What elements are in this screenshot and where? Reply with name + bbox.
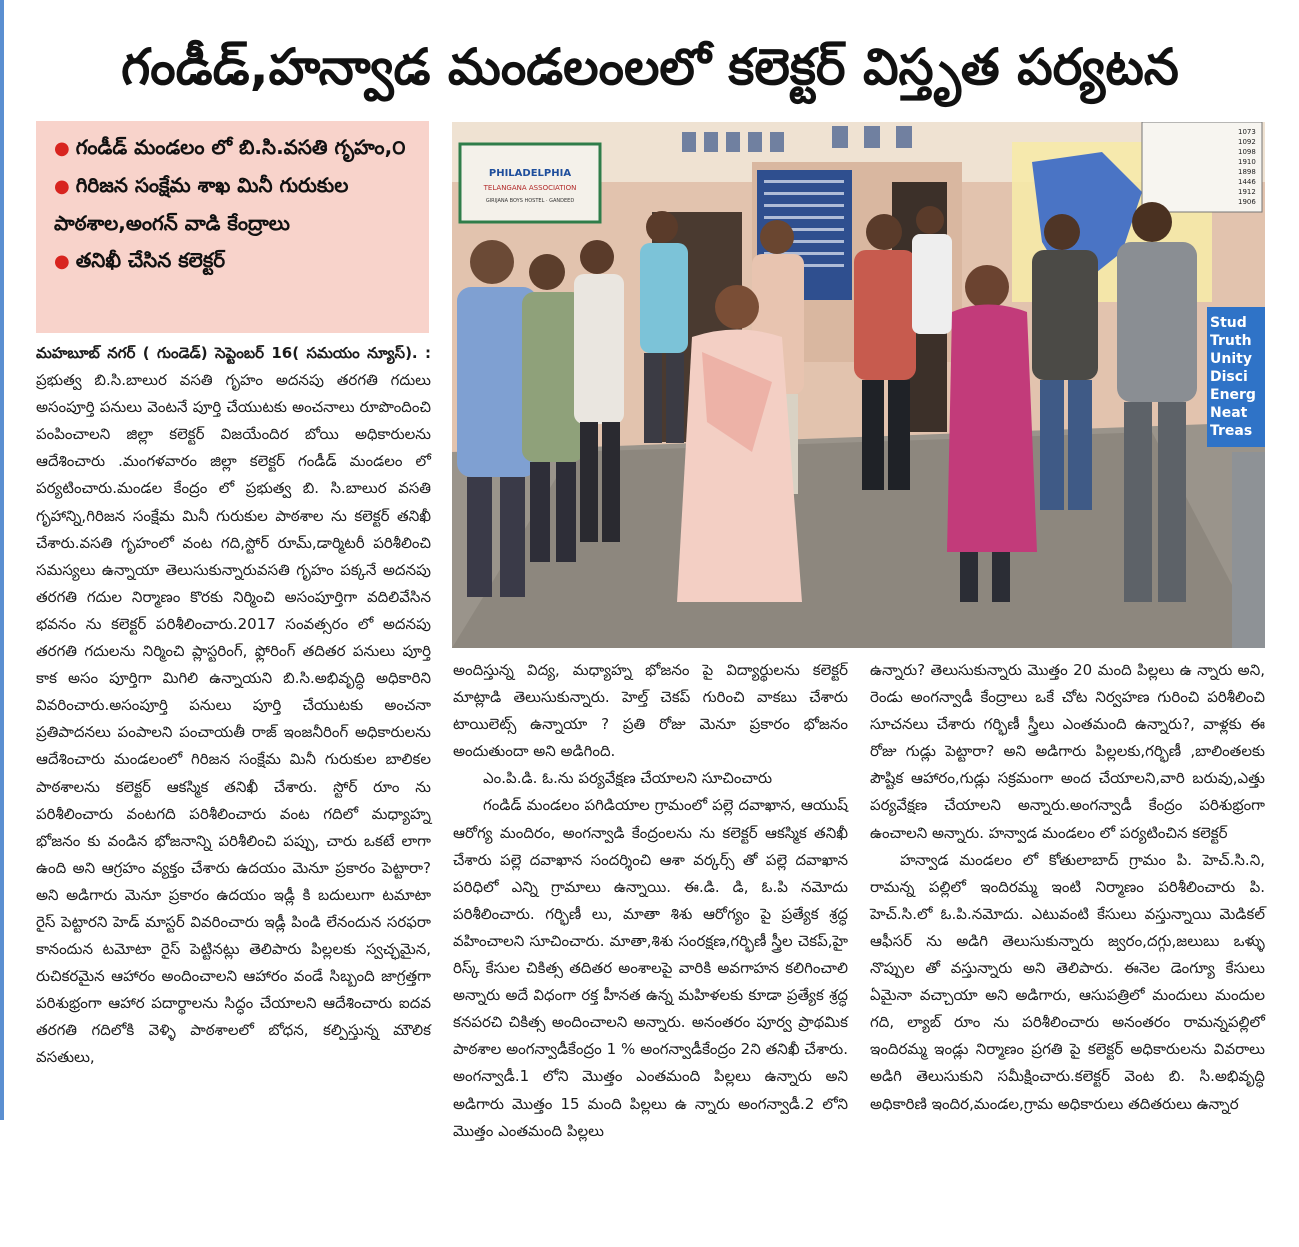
article-paragraph: ఉన్నారు? తెలుసుకున్నారు మొత్తం 20 మంది పిల్లలు ఉ న్నారు అని, రెండు అంగన్వాడీ కేంద్రాలు ఒకే చోట నిర్వహణ గురించి పరిశీలించి సూచనలు చేశారు గర్భిణీ స్త్రీలు ఎంతమంది ఉన్నారు?, వాళ్లకు ఈ రోజు గుడ్లు పెట్టారా? అని అడిగారు పిల్లలకు,గర్భిణీ ,బాలింతలకు పౌష్టిక ఆహారం,గుడ్లు సక్రమంగా అంద చేయాలని,వారి బరువు,ఎత్తు పర్యవేక్షణ చేయాలని అన్నారు.అంగన్వాడీ కేంద్రం పరిశుభ్రంగా ఉంచాలని అన్నారు. హన్వాడ మండలం లో పర్యటించిన కలెక్టర్ <box>870 661 1265 842</box>
highlight-item-3 <box>54 242 415 280</box>
highlight-item-1 <box>54 129 415 167</box>
article-column-2 <box>453 657 848 1145</box>
chart-number: 1912 <box>1238 188 1256 196</box>
banner-text-2: TELANGANA ASSOCIATION <box>483 184 577 192</box>
highlight-item-2 <box>54 167 415 242</box>
banner-text-1: PHILADELPHIA <box>488 168 572 179</box>
left-margin-rule <box>0 0 4 1120</box>
wall-word: Unity <box>1210 351 1252 367</box>
wall-word: Stud <box>1210 315 1247 331</box>
wall-word: Energ <box>1210 387 1256 403</box>
bullet-dot-icon: ● <box>54 176 70 197</box>
headline: గండీడ్,హన్వాడ మండలంలలో కలెక్టర్ విస్తృత పర్యటన <box>121 38 1179 96</box>
highlight-text-1: గండీడ్ మండలం లో బి.సి.వసతి గృహం,౦ <box>75 135 406 159</box>
article-paragraph: అందిస్తున్న విద్య, మధ్యాహ్న భోజనం పై విద్యార్థులను కలెక్టర్ మాట్లాడి తెలుసుకున్నారు. హెల్త్ చెకప్ గురించి వాకబు చేశారు టాయిలెట్స్ ఉన్నాయా ? ప్రతి రోజు మెనూ ప్రకారం భోజనం అందుతుందా అని అడిగింది. <box>453 661 848 761</box>
wall-word: Truth <box>1210 333 1252 349</box>
chart-number: 1073 <box>1238 128 1256 136</box>
wall-word: Treas <box>1210 423 1253 439</box>
chart-number: 1898 <box>1238 168 1256 176</box>
photo-illustration <box>452 122 1265 648</box>
banner-text-3: GIRIJANA BOYS HOSTEL · GANDEED <box>485 198 575 204</box>
wall-word: Disci <box>1210 369 1248 385</box>
chart-number: 1910 <box>1238 158 1256 166</box>
news-photo <box>452 122 1265 648</box>
article-dateline: మహబూబ్ నగర్ ( గుండెడ్) సెప్టెంబర్ 16( సమయం న్యూస్). : <box>36 344 431 362</box>
chart-number: 1446 <box>1238 178 1256 186</box>
bullet-dot-icon: ● <box>54 251 70 272</box>
article-column-3 <box>870 657 1265 1118</box>
article-paragraph: ఎం.పి.డి. ఓ.ను పర్యవేక్షణ చేయాలని సూచించారు <box>483 769 773 788</box>
article-column-1 <box>36 340 431 1072</box>
highlight-text-2: గిరిజన సంక్షేమ శాఖ మినీ గురుకుల పాఠశాల,అంగన్ వాడి కేంద్రాలు <box>54 173 349 235</box>
chart-number: 1098 <box>1238 148 1256 156</box>
highlights-box <box>36 121 429 333</box>
wall-word: Neat <box>1210 405 1248 421</box>
chart-number: 1906 <box>1238 198 1256 206</box>
highlight-text-3: తనిఖీ చేసిన కలెక్టర్ <box>75 248 226 272</box>
article-paragraph: హన్వాడ మండలం లో కోతులాబాద్ గ్రామం పి. హెచ్.సి.ని, రామన్న పల్లిలో ఇందిరమ్మ ఇంటి నిర్మాణం పరిశీలించారు పి. హెచ్.సి.లో ఓ.పి.నమోదు. ఎటువంటి కేసులు వస్తున్నాయి మెడికల్ ఆఫీసర్ ను అడిగి తెలుసుకున్నారు జ్వరం,దగ్గు,జలుబు ఒళ్ళు నొప్పుల తో వస్తున్నారు అని తెలిపారు. ఈనెల డెంగ్యూ కేసులు ఏమైనా వచ్చాయా అని అడిగారు, ఆసుపత్రిలో మందులు మందుల గది, ల్యాబ్ రూం ను పరిశీలించారు అనంతరం రామన్నపల్లిలో ఇందిరమ్మ ఇండ్లు నిర్మాణం ప్రగతి పై కలెక్టర్ అధికారులను వివరాలు అడిగి తెలుసుకుని సమీక్షించారు.కలెక్టర్ వెంట బి. సి.అభివృద్ధి అధికారిణి ఇందిర,మండల,గ్రామ అధికారులు తదితరులు ఉన్నార <box>870 850 1265 1113</box>
bullet-dot-icon: ● <box>54 138 70 159</box>
chart-number: 1092 <box>1238 138 1256 146</box>
article-paragraph: గండిడ్ మండలం పగిడియాల గ్రామంలో పల్లె దవాఖాన, ఆయుష్ ఆరోగ్య మందిరం, అంగన్వాడి కేంద్రంలను ను కలెక్టర్ ఆకస్మిక తనిఖీ చేశారు పల్లె దవాఖాన సందర్శించి ఆశా వర్కర్స్ తో పల్లె దవాఖాన పరిధిలో ఎన్ని గ్రామాలు ఉన్నాయి. ఈ.డి. డి, ఓ.పి నమోదు పరిశీలించారు. గర్భిణీ లు, మాతా శిశు ఆరోగ్యం పై ప్రత్యేక శ్రద్ధ వహించాలని సూచించారు. మాతా,శిశు సంరక్షణ,గర్భిణీ స్త్రీల చెకప్,హై రిస్క్ కేసుల చికిత్స తదితర అంశాలపై వారికి అవగాహన కలిగించాలి అన్నారు అదే విధంగా రక్త హీనత ఉన్న మహిళలకు కూడా ప్రత్యేక శ్రద్ధ కనపరచి చికిత్స అందించాలని అన్నారు. అనంతరం పూర్వ ప్రాథమిక పాఠశాల అంగన్వాడీకేంద్రం 1 % అంగన్వాడీకేంద్రం 2ని తనిఖీ చేశారు. అంగన్వాడీ.1 లోని మొత్తం ఎంతమంది పిల్లలు ఉన్నారు అని అడిగారు మొత్తం 15 మంది పిల్లలు ఉ న్నారు అంగన్వాడీ.2 లోని మొత్తం ఎంతమంది పిల్లలు <box>453 796 848 1140</box>
article-text: ప్రభుత్వ బి.సి.బాలుర వసతి గృహం అదనపు తరగతి గదులు అసంపూర్తి పనులు వెంటనే పూర్తి చేయుటకు అంచనాలు రూపొందించి పంపించాలని జిల్లా కలెక్టర్ విజయేందిర బోయి అధికారులను ఆదేశించారు .మంగళవారం జిల్లా కలెక్టర్ గండీడ్ మండలం లో పర్యటించారు.మండల కేంద్రం లో ప్రభుత్వ బి. సి.బాలుర వసతి గృహాన్ని,గిరిజన సంక్షేమ మినీ గురుకుల పాఠశాల ను కలెక్టర్ తనిఖీ చేశారు.వసతి గృహంలో వంట గది,స్టోర్ రూమ్,డార్మిటరీ పరిశీలించి సమస్యలు ఉన్నాయా తెలుసుకున్నారువసతి గృహం పక్కనే అదనపు తరగతి గదుల నిర్మాణం కొరకు నిర్మించి అసంపూర్తిగా వదిలివేసిన భవనం ను కలెక్టర్ పరిశీలించారు.2017 సంవత్సరం లో అదనపు తరగతి గదులను నిర్మించి ప్లాస్టరింగ్, ఫ్లోరింగ్ తదితర పనులు పూర్తి కాక అసం పూర్తిగా మిగిలి ఉన్నాయని బి.సి.అభివృద్ధి అధికారిని వివరించారు.అసంపూర్తి పనులు పూర్తి చేయుటకు అంచనా ప్రతిపాదనలు పంపాలని పంచాయతీ రాజ్ ఇంజనీరింగ్ అధికారులను ఆదేశించారు మండలంలో గిరిజన సంక్షేమ మినీ గురుకుల బాలికల పాఠశాలను కలెక్టర్ ఆకస్మిక తనిఖీ చేశారు. స్టోర్ రూం ను పరిశీలించారు వంటగది పరిశీలించారు వంట గదిలో మధ్యాహ్న భోజనం కు వండిన భోజనాన్ని పరిశీలించి పప్పు, చారు ఒకటే లాగా ఉంది అని ఆగ్రహం వ్యక్తం చేశారు ఉదయం మెనూ ప్రకారం పెట్టారా? అని అడిగారు మెనూ ప్రకారం ఉదయం ఇడ్లీ కి బదులుగా టమాటా రైస్ పెట్టారని హెడ్ మాస్టర్ వివరించారు ఇడ్లీ పిండి లేనందున సరఫరా కానందున టమోటా రైస్ పెట్టినట్లు తెలిపారు పిల్లలకు స్వచ్ఛమైన, రుచికరమైన ఆహారం అందించాలని ఆహారం వండే సిబ్బంది జాగ్రత్తగా పరిశుభ్రంగా ఆహార పదార్థాలను సిద్ధం చేయాలని ఆదేశించారు ఐదవ తరగతి గదిలోకి వెళ్ళి పాఠశాలలో బోధన, కల్పిస్తున్న మౌలిక వసతులు, <box>36 371 431 1067</box>
